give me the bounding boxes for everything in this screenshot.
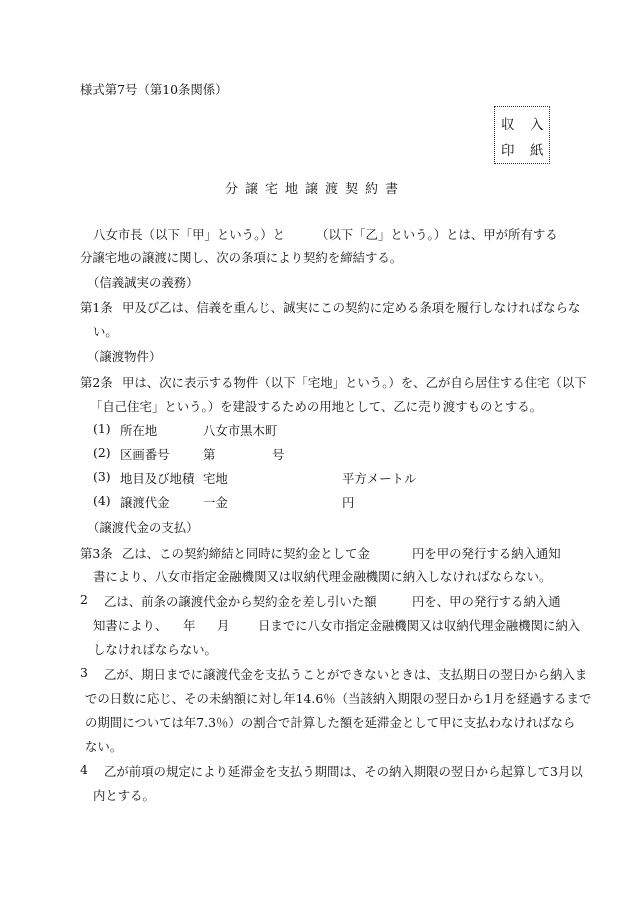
article-text: での日数に応じ、その未納額に対し年14.6％（当該納入期限の翌日から1月を経過するまで — [85, 691, 592, 706]
stamp-char: 収 — [501, 117, 515, 133]
item-suffix: 平方メートル — [342, 471, 417, 486]
article-label: 第3条 — [80, 546, 113, 561]
article-text: 日までに八女市指定金融機関又は収納代理金融機関に納入 — [258, 618, 581, 633]
article-text: 円を、甲の発行する納入通 — [412, 594, 561, 609]
article-text: 乙は、この契約締結と同時に契約金として金 — [122, 546, 370, 561]
article-text: い。 — [93, 324, 118, 339]
article-text: 書により、八女市指定金融機関又は収納代理金融機関に納入しなければならない。 — [93, 569, 552, 584]
revenue-stamp-box — [494, 106, 550, 164]
paragraph-number: 4 — [80, 762, 88, 777]
article-heading: （譲渡物件） — [87, 349, 162, 364]
article-text: しなければならない。 — [93, 642, 217, 657]
article-heading: （信義誠実の義務） — [87, 275, 199, 290]
item-label: 譲渡代金 — [120, 495, 170, 510]
item-number: (1) — [93, 421, 111, 436]
article-text: の期間については年7.3％）の割合で計算した額を延滞金として甲に支払わなければなら — [85, 715, 576, 730]
preamble-line1-b: （以下「乙」という。）とは、甲が所有する — [316, 227, 558, 242]
document-title: 分譲宅地譲渡契約書 — [224, 182, 405, 197]
article-label: 第2条 — [80, 375, 113, 390]
article-text: 「自己住宅」という。）を建設するための用地として、乙に売り渡すものとする。 — [90, 399, 543, 414]
item-label: 区画番号 — [120, 447, 170, 462]
article-text: 甲及び乙は、信義を重んじ、誠実にこの契約に定める条項を履行しなければならな — [122, 300, 581, 315]
stamp-char: 印 — [501, 143, 515, 159]
item-number: (2) — [93, 445, 111, 460]
preamble-line2: 分譲宅地の譲渡に関し、次の条項により契約を締結する。 — [80, 250, 403, 265]
item-suffix: 号 — [272, 447, 285, 462]
date-month: 月 — [217, 618, 230, 633]
article-text: 甲は、次に表示する物件（以下「宅地」という。）を、乙が自ら居住する住宅（以下 — [122, 375, 587, 390]
article-text: 知書により、 — [93, 618, 168, 633]
paragraph-number: 2 — [80, 592, 88, 607]
item-value: 一金 — [203, 495, 228, 510]
preamble-line1-a: 八女市長（以下「甲」という。）と — [93, 227, 286, 242]
paragraph-number: 3 — [80, 665, 88, 680]
article-text: 内とする。 — [93, 788, 155, 803]
item-number: (4) — [93, 493, 111, 508]
stamp-char: 紙 — [530, 143, 544, 159]
article-heading: （譲渡代金の支払） — [87, 520, 199, 535]
article-text: 乙は、前条の譲渡代金から契約金を差し引いた額 — [104, 594, 377, 609]
stamp-char: 入 — [530, 117, 544, 133]
item-value: 八女市黒木町 — [203, 423, 278, 438]
item-number: (3) — [93, 469, 111, 484]
date-year: 年 — [183, 618, 196, 633]
item-label: 所在地 — [120, 423, 158, 438]
article-text: 乙が前項の規定により延滞金を支払う期間は、その納入期限の翌日から起算して3月以 — [104, 764, 583, 779]
article-text: 円を甲の発行する納入通知 — [412, 546, 561, 561]
item-value: 第 — [203, 447, 216, 462]
article-text: 乙が、期日までに譲渡代金を支払うことができないときは、支払期日の翌日から納入ま — [104, 667, 588, 682]
form-number: 様式第7号（第10条関係） — [80, 82, 228, 97]
item-suffix: 円 — [342, 495, 355, 510]
article-text: ない。 — [85, 739, 123, 754]
item-value: 宅地 — [203, 471, 228, 486]
article-label: 第1条 — [80, 300, 113, 315]
item-label: 地目及び地積 — [120, 471, 195, 486]
